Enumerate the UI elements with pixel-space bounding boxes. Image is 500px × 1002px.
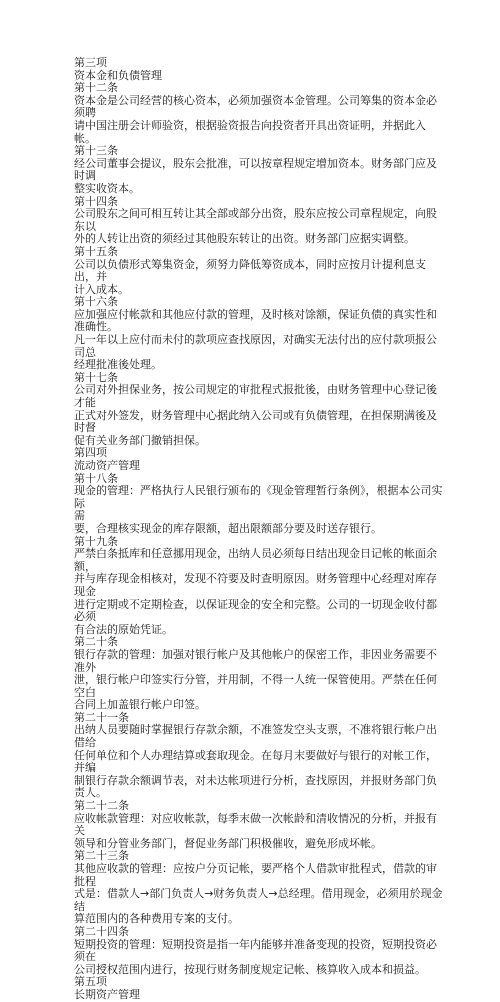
paragraph-line: 制银行存款余额调节表，对未达帐项进行分析，查找原因，并报财务部门负责人。 xyxy=(74,773,437,800)
paragraph-line: 整实收资本。 xyxy=(74,181,140,195)
article-heading: 第二十三条 xyxy=(74,849,129,863)
article-heading: 第十三条 xyxy=(74,144,118,158)
paragraph-line: 经理批准後处理。 xyxy=(74,358,162,372)
article-heading: 第十九条 xyxy=(74,534,118,548)
paragraph-line: 应加强应付帐款和其他应付款的管理，及时核对馀额，保证负债的真实性和准确性。 xyxy=(74,307,437,334)
paragraph-line: 银行存款的管理：加强对银行帐户及其他帐户的保密工作，非因业务需要不准外 xyxy=(74,647,437,674)
article-heading: 第二十四条 xyxy=(74,924,129,938)
paragraph-line: 泄，银行帐户印签实行分管，并用制，不得一人统一保管使用。严禁在任何空白 xyxy=(74,673,437,699)
paragraph-line: 计入成本。 xyxy=(74,282,129,296)
section-heading: 第四项 xyxy=(74,446,107,460)
paragraph-line: 促有关业务部门撤销担保。 xyxy=(74,433,206,447)
paragraph-line: 有合法的原始凭证。 xyxy=(74,622,173,636)
article-heading: 第十四条 xyxy=(74,194,118,208)
article-heading: 第二十二条 xyxy=(74,799,129,813)
document-body xyxy=(74,57,444,1002)
paragraph-line: 短期投资的管理：短期投资是指一年内能够并准备变现的投资，短期投资必须在 xyxy=(74,937,437,964)
article-heading: 第十七条 xyxy=(74,370,118,384)
section-title: 长期资产管理 xyxy=(74,987,140,1001)
paragraph-line: 算范围内的各种费用专案的支付。 xyxy=(74,912,239,926)
section-heading: 第三项 xyxy=(74,56,107,69)
paragraph-line: 请中国注册会计师验资，根据验资报告向投资者开具出资证明，并据此入帐。 xyxy=(74,118,426,145)
paragraph-line: 公司对外担保业务，按公司规定的审批程式报批後，由财务管理中心登记後才能 xyxy=(74,383,437,410)
paragraph-line: 应收帐款管理：对应收帐款，每季末做一次帐龄和清收情况的分析，并报有关 xyxy=(74,811,437,838)
paragraph-line: 公司以负债形式筹集资金，须努力降低筹资成本，同时应按月计提利息支出，并 xyxy=(74,257,426,284)
paragraph-line: 外的人转让出资的须经过其他股东转让的出资。财务部门应据实调整。 xyxy=(74,232,415,246)
paragraph-line: 要，合理核实现金的库存限额，超出限额部分要及时送存银行。 xyxy=(74,521,382,535)
paragraph-line: 正式对外签发，财务管理中心据此纳入公司或有负债管理，在担保期满後及时督 xyxy=(74,408,437,435)
paragraph-line: 合同上加盖银行帐户印签。 xyxy=(74,698,206,712)
paragraph-line: 任何单位和个人办理结算或套取现金。在每月末要做好与银行的对帐工作，并编 xyxy=(74,748,437,775)
section-title: 资本金和负债管理 xyxy=(74,68,162,82)
paragraph-line: 其他应收款的管理：应按户分页记帐，要严格个人借款审批程式，借款的审批程 xyxy=(74,862,437,888)
paragraph-line: 进行定期或不定期检查，以保证现金的安全和完整。公司的一切现金收付都必须 xyxy=(74,597,437,624)
paragraph-line: 现金的管理：严格执行人民银行颁布的《现金管理暂行条例》，根据本公司实际 xyxy=(74,484,443,510)
paragraph-line: 式是：借款人→部门负责人→财务负责人→总经理。借用现金，必须用於现金结 xyxy=(74,887,443,913)
paragraph-line: 需 xyxy=(74,509,85,523)
paragraph-line: 公司股东之间可相互转让其全部或部分出资，股东应按公司章程规定，向股东以 xyxy=(74,207,437,233)
paragraph-line: 领导和分管业务部门，督促业务部门积极催收，避免形成坏帐。 xyxy=(74,836,382,850)
paragraph-line: 出纳人员要随时掌握银行存款余额，不准签发空头支票，不准将银行帐户出借给 xyxy=(74,723,437,750)
article-heading: 第二十一条 xyxy=(74,710,129,724)
paragraph-line: 并与库存现金相核对，发现不符要及时查明原因。财务管理中心经理对库存现金 xyxy=(74,572,437,598)
article-heading: 第二十条 xyxy=(74,635,118,649)
paragraph-line: 资本金是公司经营的核心资本，必须加强资本金管理。公司筹集的资本金必须聘 xyxy=(74,93,437,120)
paragraph-line: 经公司董事会提议，股东会批准，可以按章程规定增加资本。财务部门应及时调 xyxy=(74,156,437,183)
article-heading: 第十八条 xyxy=(74,471,118,485)
paragraph-line: 凡一年以上应付而未付的款项应查找原因，对确实无法付出的应付款项报公司总 xyxy=(74,333,437,359)
article-heading: 第十五条 xyxy=(74,244,118,258)
section-title: 流动资产管理 xyxy=(74,459,140,472)
article-heading: 第十二条 xyxy=(74,81,118,95)
paragraph-line: 公司授权范围内进行，按现行财务制度规定记帐、核算收入成本和损益。 xyxy=(74,962,426,976)
article-heading: 第十六条 xyxy=(74,295,118,309)
section-heading: 第五项 xyxy=(74,975,107,989)
paragraph-line: 严禁白条抵库和任意挪用现金，出纳人员必须每日结出现金日记帐的帐面余额， xyxy=(74,547,437,573)
